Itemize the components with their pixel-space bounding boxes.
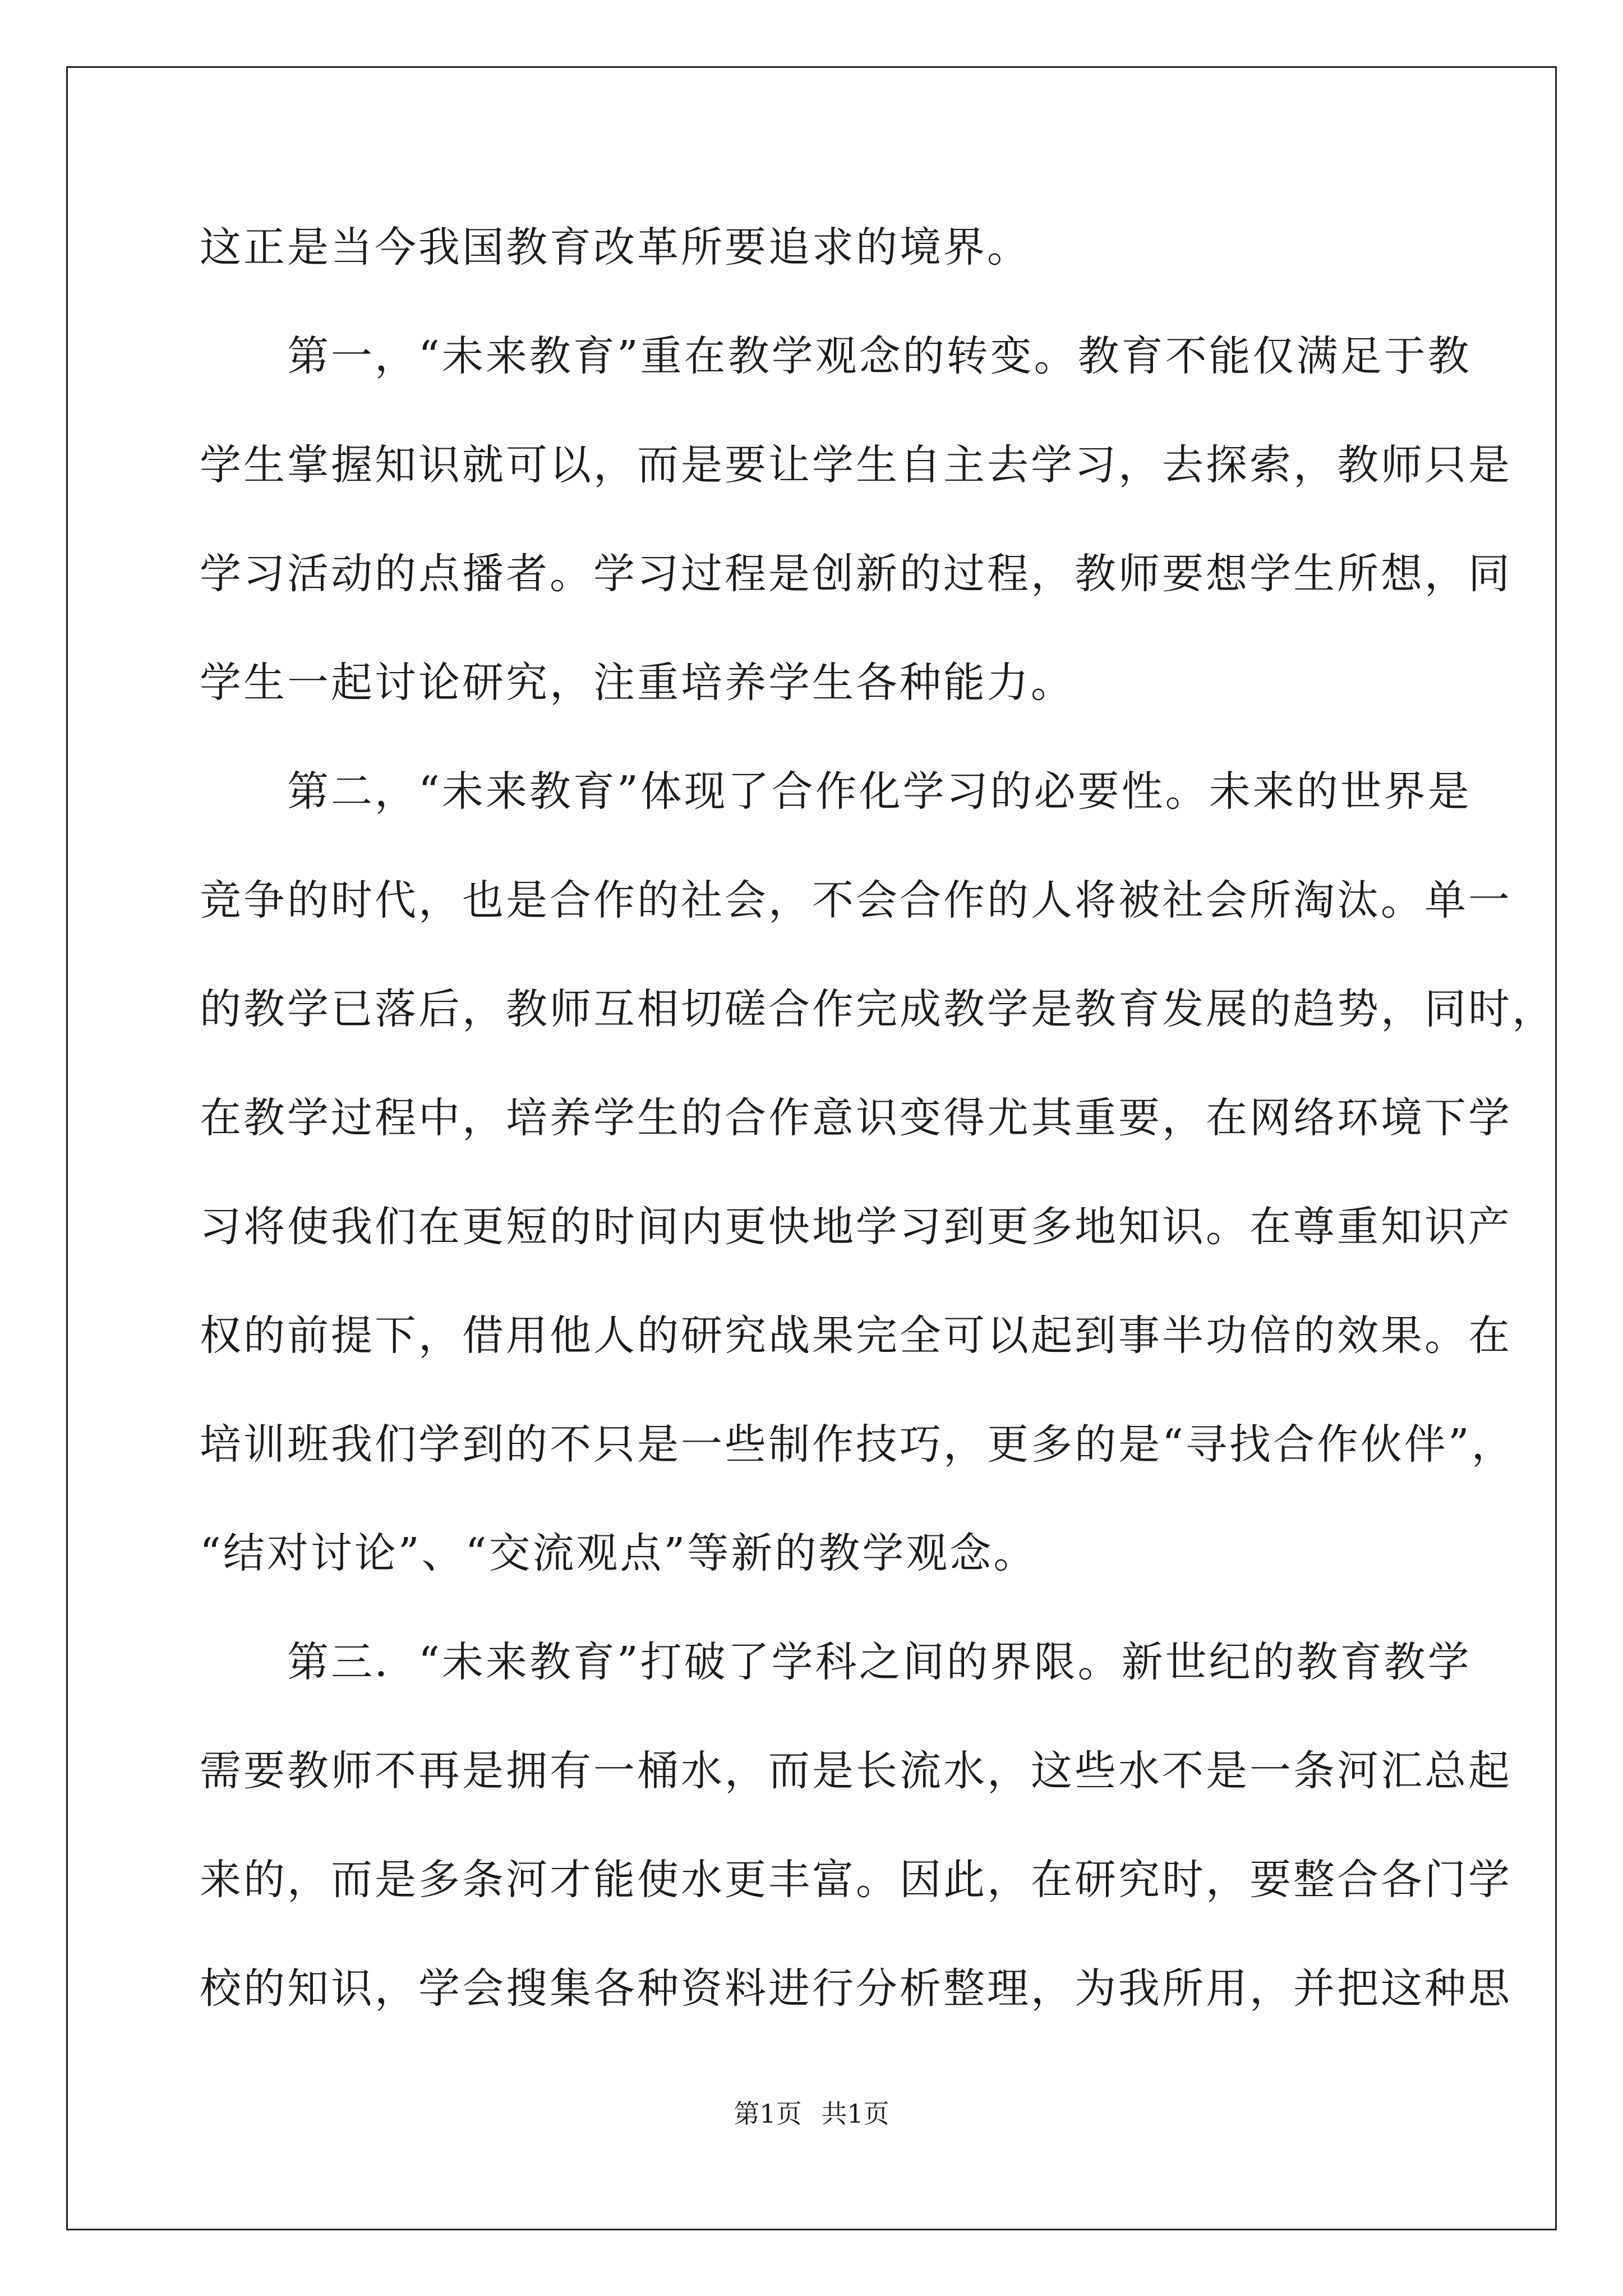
text-line: 需要教师不再是拥有一桶水，而是长流水，这些水不是一条河汇总起 (200, 1747, 1512, 1795)
text-line: 权的前提下，借用他人的研究战果完全可以起到事半功倍的效果。在 (200, 1312, 1512, 1360)
text-line: 学习活动的点播者。学习过程是创新的过程，教师要想学生所想，同 (200, 550, 1512, 598)
text-line: 第二，“未来教育”体现了合作化学习的必要性。未来的世界是 (200, 767, 1472, 816)
text-line: 这正是当今我国教育改革所要追求的境界。 (200, 223, 1031, 272)
text-line: 学生掌握知识就可以，而是要让学生自主去学习，去探索，教师只是 (200, 441, 1512, 489)
page-total: 共1页 (821, 2099, 889, 2129)
text-line: 培训班我们学到的不只是一些制作技巧，更多的是“寻找合作伙伴”， (200, 1420, 1515, 1469)
text-line: 的教学已落后，教师互相切磋合作完成教学是教育发展的趋势，同时， (200, 985, 1556, 1033)
text-line: 在教学过程中，培养学生的合作意识变得尤其重要，在网络环境下学 (200, 1094, 1512, 1142)
text-line: 竞争的时代，也是合作的社会，不会合作的人将被社会所淘汰。单一 (200, 876, 1512, 924)
text-line: 第一，“未来教育”重在教学观念的转变。教育不能仅满足于教 (200, 332, 1472, 380)
text-line: 来的，而是多条河才能使水更丰富。因此，在研究时，要整合各门学 (200, 1856, 1512, 1904)
text-line: 习将使我们在更短的时间内更快地学习到更多地知识。在尊重知识产 (200, 1203, 1512, 1251)
text-line: 第三．“未来教育”打破了学科之间的界限。新世纪的教育教学 (200, 1638, 1472, 1686)
text-line: 学生一起讨论研究，注重培养学生各种能力。 (200, 659, 1075, 707)
text-line: “结对讨论”、“交流观点”等新的教学观念。 (200, 1529, 1038, 1577)
page-number: 第1页 (734, 2099, 802, 2129)
text-line: 校的知识，学会搜集各种资料进行分析整理，为我所用，并把这种思 (200, 1964, 1512, 2013)
page-footer (0, 2097, 1623, 2131)
